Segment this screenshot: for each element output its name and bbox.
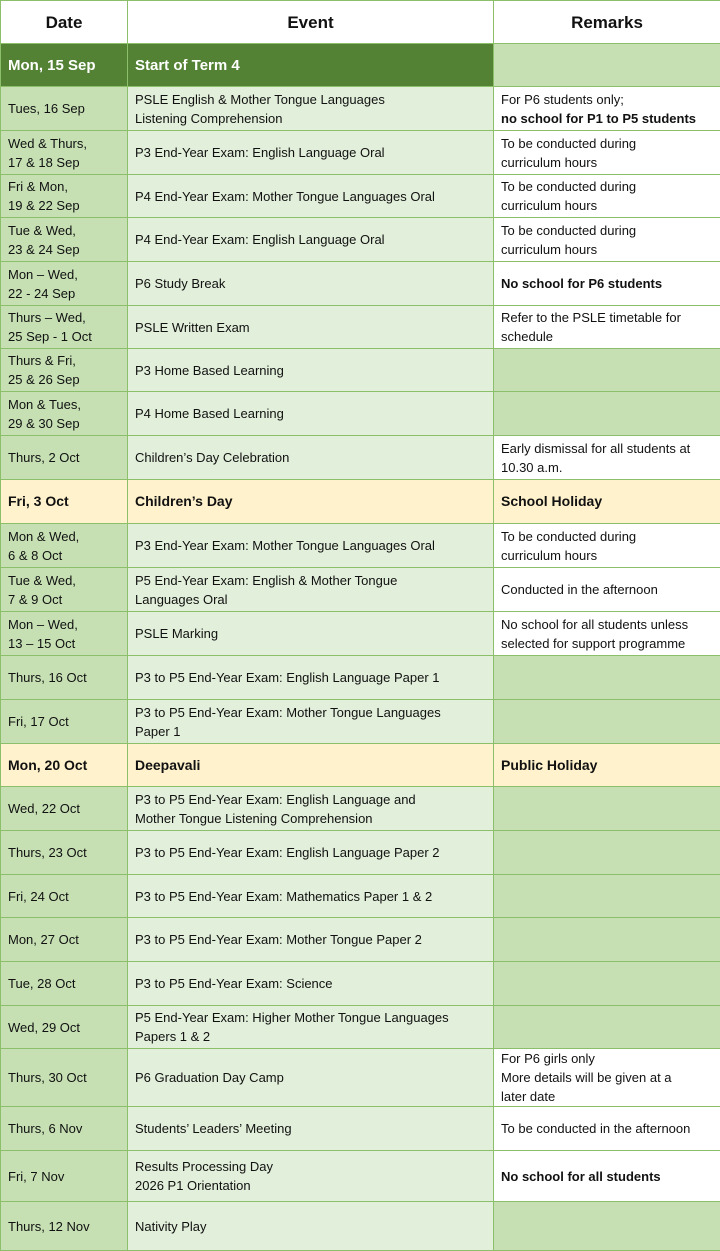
date-cell: Fri, 24 Oct — [1, 875, 128, 918]
table-row — [1, 1151, 720, 1202]
remarks-cell — [494, 700, 720, 744]
remarks-text: To be conducted during curriculum hours — [501, 221, 713, 259]
table-row — [1, 436, 720, 480]
date-cell: Fri, 3 Oct — [1, 480, 128, 524]
date-cell: Fri, 7 Nov — [1, 1151, 128, 1202]
remarks-cell — [494, 480, 720, 524]
header-row — [1, 1, 720, 44]
table-row — [1, 349, 720, 392]
remarks-text: To be conducted during curriculum hours — [501, 177, 713, 215]
table-row — [1, 131, 720, 175]
event-cell: P3 End-Year Exam: Mother Tongue Languages Oral — [128, 524, 494, 568]
remarks-cell — [494, 218, 720, 262]
date-cell: Thurs, 2 Oct — [1, 436, 128, 480]
table-row — [1, 700, 720, 744]
table-row — [1, 392, 720, 436]
event-cell: PSLE Marking — [128, 612, 494, 656]
remarks-cell — [494, 962, 720, 1006]
table-row — [1, 218, 720, 262]
date-cell: Thurs, 6 Nov — [1, 1107, 128, 1151]
event-cell: Students’ Leaders’ Meeting — [128, 1107, 494, 1151]
remarks-cell — [494, 875, 720, 918]
remarks-cell — [494, 612, 720, 656]
header-event: Event — [128, 1, 494, 44]
table-row — [1, 175, 720, 218]
remarks-cell — [494, 1049, 720, 1107]
date-cell: Wed & Thurs, 17 & 18 Sep — [1, 131, 128, 175]
table-row — [1, 918, 720, 962]
remarks-text: No school for all students unless selected for support programme — [501, 615, 713, 653]
table-row — [1, 87, 720, 131]
remarks-cell — [494, 1006, 720, 1049]
date-cell: Wed, 22 Oct — [1, 787, 128, 831]
remarks-cell — [494, 44, 720, 87]
date-cell: Thurs, 12 Nov — [1, 1202, 128, 1251]
remarks-cell — [494, 306, 720, 349]
remarks-bold-text: No school for all students — [501, 1167, 713, 1186]
table-row — [1, 831, 720, 875]
remarks-cell — [494, 1107, 720, 1151]
remarks-text: For P6 students only; — [501, 90, 713, 109]
date-cell: Thurs & Fri, 25 & 26 Sep — [1, 349, 128, 392]
remarks-cell — [494, 349, 720, 392]
table-row — [1, 1006, 720, 1049]
event-cell: P3 to P5 End-Year Exam: Science — [128, 962, 494, 1006]
header-remarks: Remarks — [494, 1, 720, 44]
remarks-cell — [494, 175, 720, 218]
event-cell: P5 End-Year Exam: English & Mother Tongue Languages Oral — [128, 568, 494, 612]
event-cell: Deepavali — [128, 744, 494, 787]
table-row — [1, 44, 720, 87]
remarks-text: Refer to the PSLE timetable for schedule — [501, 308, 713, 346]
table-row — [1, 262, 720, 306]
event-cell: P3 to P5 End-Year Exam: English Language Paper 2 — [128, 831, 494, 875]
remarks-cell — [494, 831, 720, 875]
remarks-cell — [494, 131, 720, 175]
table-row — [1, 962, 720, 1006]
event-cell: P4 End-Year Exam: Mother Tongue Languages Oral — [128, 175, 494, 218]
table-row — [1, 875, 720, 918]
date-cell: Fri, 17 Oct — [1, 700, 128, 744]
table-row — [1, 1107, 720, 1151]
event-cell: P5 End-Year Exam: Higher Mother Tongue Languages Papers 1 & 2 — [128, 1006, 494, 1049]
table-row — [1, 744, 720, 787]
table-row — [1, 1049, 720, 1107]
table-row — [1, 1202, 720, 1251]
date-cell: Fri & Mon, 19 & 22 Sep — [1, 175, 128, 218]
remarks-cell — [494, 787, 720, 831]
date-cell: Thurs, 30 Oct — [1, 1049, 128, 1107]
date-cell: Wed, 29 Oct — [1, 1006, 128, 1049]
table-row — [1, 480, 720, 524]
remarks-text: Conducted in the afternoon — [501, 580, 713, 599]
remarks-bold-text: no school for P1 to P5 students — [501, 109, 713, 128]
remarks-cell — [494, 1151, 720, 1202]
date-cell: Thurs – Wed, 25 Sep - 1 Oct — [1, 306, 128, 349]
remarks-cell — [494, 87, 720, 131]
table-row — [1, 787, 720, 831]
date-cell: Mon – Wed, 13 – 15 Oct — [1, 612, 128, 656]
date-cell: Mon – Wed, 22 - 24 Sep — [1, 262, 128, 306]
event-cell: P4 End-Year Exam: English Language Oral — [128, 218, 494, 262]
date-cell: Tues, 16 Sep — [1, 87, 128, 131]
table-row — [1, 568, 720, 612]
date-cell: Mon & Wed, 6 & 8 Oct — [1, 524, 128, 568]
event-cell: Nativity Play — [128, 1202, 494, 1251]
event-cell: P3 Home Based Learning — [128, 349, 494, 392]
event-cell: Children’s Day Celebration — [128, 436, 494, 480]
event-cell: PSLE English & Mother Tongue Languages Listening Comprehension — [128, 87, 494, 131]
event-cell: P3 to P5 End-Year Exam: Mother Tongue Paper 2 — [128, 918, 494, 962]
date-cell: Tue & Wed, 23 & 24 Sep — [1, 218, 128, 262]
table-row — [1, 306, 720, 349]
remarks-cell — [494, 436, 720, 480]
remarks-text: To be conducted in the afternoon — [501, 1119, 713, 1138]
table-row — [1, 656, 720, 700]
date-cell: Mon, 27 Oct — [1, 918, 128, 962]
table-row — [1, 524, 720, 568]
event-cell: Children’s Day — [128, 480, 494, 524]
event-cell: P3 to P5 End-Year Exam: Mother Tongue Languages Paper 1 — [128, 700, 494, 744]
event-cell: Start of Term 4 — [128, 44, 494, 87]
remarks-text: Early dismissal for all students at 10.30 a.m. — [501, 439, 713, 477]
header-date: Date — [1, 1, 128, 44]
remarks-cell — [494, 392, 720, 436]
remarks-text: To be conducted during curriculum hours — [501, 134, 713, 172]
remarks-cell — [494, 918, 720, 962]
remarks-text: To be conducted during curriculum hours — [501, 527, 713, 565]
date-cell: Mon, 20 Oct — [1, 744, 128, 787]
remarks-text: Public Holiday — [501, 756, 713, 775]
date-cell: Tue, 28 Oct — [1, 962, 128, 1006]
event-cell: P6 Study Break — [128, 262, 494, 306]
date-cell: Tue & Wed, 7 & 9 Oct — [1, 568, 128, 612]
event-cell: PSLE Written Exam — [128, 306, 494, 349]
remarks-bold-text: No school for P6 students — [501, 274, 713, 293]
event-cell: P6 Graduation Day Camp — [128, 1049, 494, 1107]
remarks-cell — [494, 656, 720, 700]
event-cell: P3 End-Year Exam: English Language Oral — [128, 131, 494, 175]
remarks-cell — [494, 744, 720, 787]
remarks-text: School Holiday — [501, 492, 713, 511]
event-cell: P4 Home Based Learning — [128, 392, 494, 436]
remarks-text: For P6 girls only More details will be given at a later date — [501, 1049, 713, 1106]
date-cell: Mon & Tues, 29 & 30 Sep — [1, 392, 128, 436]
event-cell: P3 to P5 End-Year Exam: English Language Paper 1 — [128, 656, 494, 700]
remarks-cell — [494, 262, 720, 306]
event-cell: Results Processing Day 2026 P1 Orientation — [128, 1151, 494, 1202]
remarks-cell — [494, 1202, 720, 1251]
remarks-cell — [494, 524, 720, 568]
table-row — [1, 612, 720, 656]
date-cell: Mon, 15 Sep — [1, 44, 128, 87]
date-cell: Thurs, 23 Oct — [1, 831, 128, 875]
date-cell: Thurs, 16 Oct — [1, 656, 128, 700]
event-cell: P3 to P5 End-Year Exam: English Language and Mother Tongue Listening Comprehension — [128, 787, 494, 831]
remarks-cell — [494, 568, 720, 612]
event-cell: P3 to P5 End-Year Exam: Mathematics Paper 1 & 2 — [128, 875, 494, 918]
